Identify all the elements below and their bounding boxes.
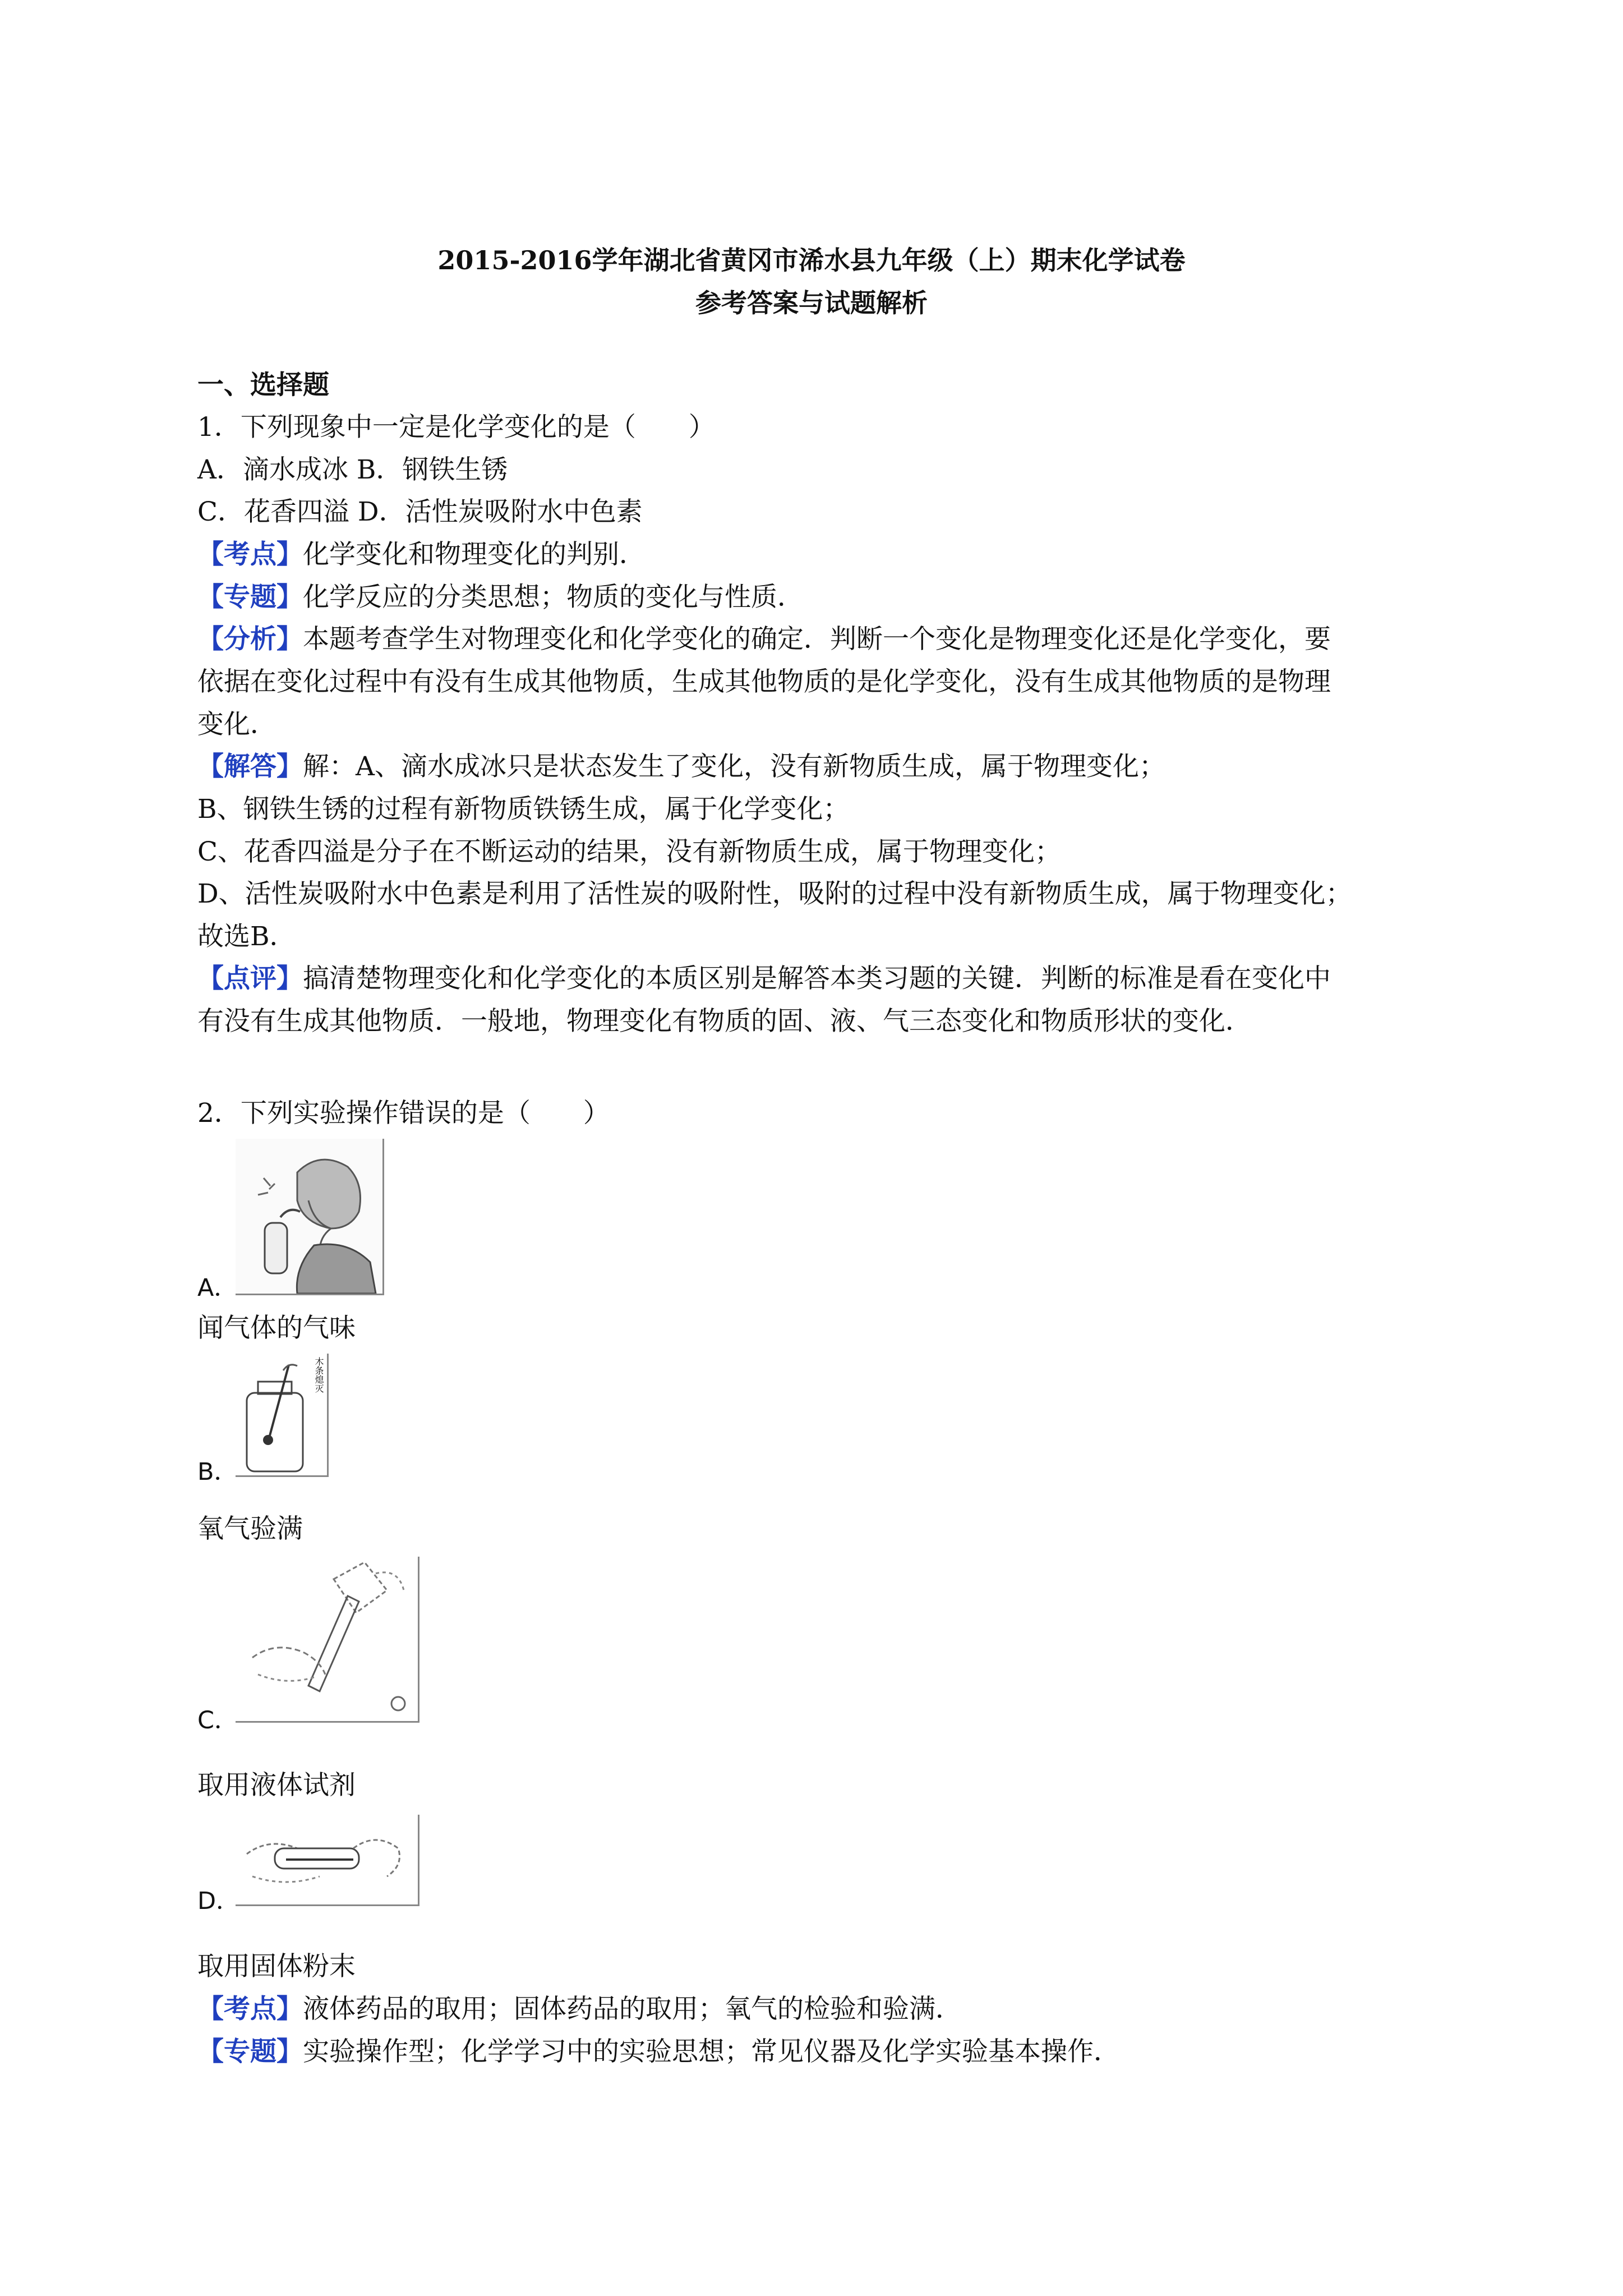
q1-jieda-d: D、活性炭吸附水中色素是利用了活性炭的吸附性，吸附的过程中没有新物质生成，属于物理变化； <box>197 878 1352 909</box>
q2-option-c-label: C． <box>197 1706 239 1734</box>
kaodian-tag: 【考点】 <box>197 1994 303 2024</box>
solid-powder-drawing <box>236 1815 418 1904</box>
q1-stem: 1．下列现象中一定是化学变化的是（ ） <box>197 412 715 443</box>
figure-smell-gas <box>236 1139 384 1295</box>
figure-b-annotation: 木条熄灭 <box>313 1357 324 1393</box>
q2-option-b-label: B． <box>197 1458 238 1486</box>
liquid-reagent-drawing <box>236 1557 418 1721</box>
q1-fenxi-line2: 依据在变化过程中有没有生成其他物质，生成其他物质的是化学变化，没有生成其他物质的是物理 <box>197 666 1331 697</box>
jieda-tag: 【解答】 <box>197 751 303 782</box>
kaodian-tag: 【考点】 <box>197 539 303 570</box>
q1-zhuanti: 【专题】化学反应的分类思想；物质的变化与性质． <box>197 582 804 613</box>
dianping-tag: 【点评】 <box>197 963 303 994</box>
page-subtitle: 参考答案与试题解析 <box>695 288 928 318</box>
q2-option-a-label: A． <box>197 1274 238 1302</box>
q2-option-d-caption: 取用固体粉末 <box>197 1951 356 1982</box>
q1-options-ab: A．滴水成冰 B．钢铁生锈 <box>197 454 508 485</box>
q2-option-b-caption: 氧气验满 <box>197 1513 303 1544</box>
figure-oxygen-test <box>236 1354 329 1477</box>
q1-fenxi: 【分析】本题考查学生对物理变化和化学变化的确定．判断一个变化是物理变化还是化学变化，要 <box>197 624 1331 655</box>
fenxi-tag: 【分析】 <box>197 624 303 655</box>
q2-zhuanti: 【专题】实验操作型；化学学习中的实验思想；常见仪器及化学实验基本操作． <box>197 2036 1120 2067</box>
page-title: 2015-2016学年湖北省黄冈市浠水县九年级（上）期末化学试卷 <box>437 245 1186 275</box>
q2-option-d-label: D． <box>197 1887 241 1915</box>
q2-kaodian: 【考点】液体药品的取用；固体药品的取用；氧气的检验和验满． <box>197 1994 962 2024</box>
q2-stem: 2．下列实验操作错误的是（ ） <box>197 1098 610 1129</box>
zhuanti-tag: 【专题】 <box>197 2036 303 2067</box>
smell-gas-drawing <box>236 1139 382 1294</box>
q1-dianping: 【点评】搞清楚物理变化和化学变化的本质区别是解答本类习题的关键．判断的标准是看在变化中 <box>197 963 1331 994</box>
q1-answer: 故选B． <box>197 921 296 952</box>
figure-liquid-reagent <box>236 1557 419 1723</box>
figure-solid-powder <box>236 1815 419 1906</box>
zhuanti-tag: 【专题】 <box>197 582 303 613</box>
q2-option-c-caption: 取用液体试剂 <box>197 1770 356 1801</box>
section-heading: 一、选择题 <box>197 370 329 401</box>
q1-fenxi-line3: 变化． <box>197 709 276 740</box>
q1-jieda: 【解答】解：A、滴水成冰只是状态发生了变化，没有新物质生成，属于物理变化； <box>197 751 1165 782</box>
q1-jieda-b: B、钢铁生锈的过程有新物质铁锈生成，属于化学变化； <box>197 794 850 825</box>
q1-jieda-c: C、花香四溢是分子在不断运动的结果，没有新物质生成，属于物理变化； <box>197 836 1061 867</box>
q1-kaodian: 【考点】化学变化和物理变化的判别． <box>197 539 645 570</box>
q1-dianping-line2: 有没有生成其他物质．一般地，物理变化有物质的固、液、气三态变化和物质形状的变化． <box>197 1006 1252 1037</box>
q2-option-a-caption: 闻气体的气味 <box>197 1313 356 1343</box>
q1-options-cd: C．花香四溢 D．活性炭吸附水中色素 <box>197 496 643 527</box>
